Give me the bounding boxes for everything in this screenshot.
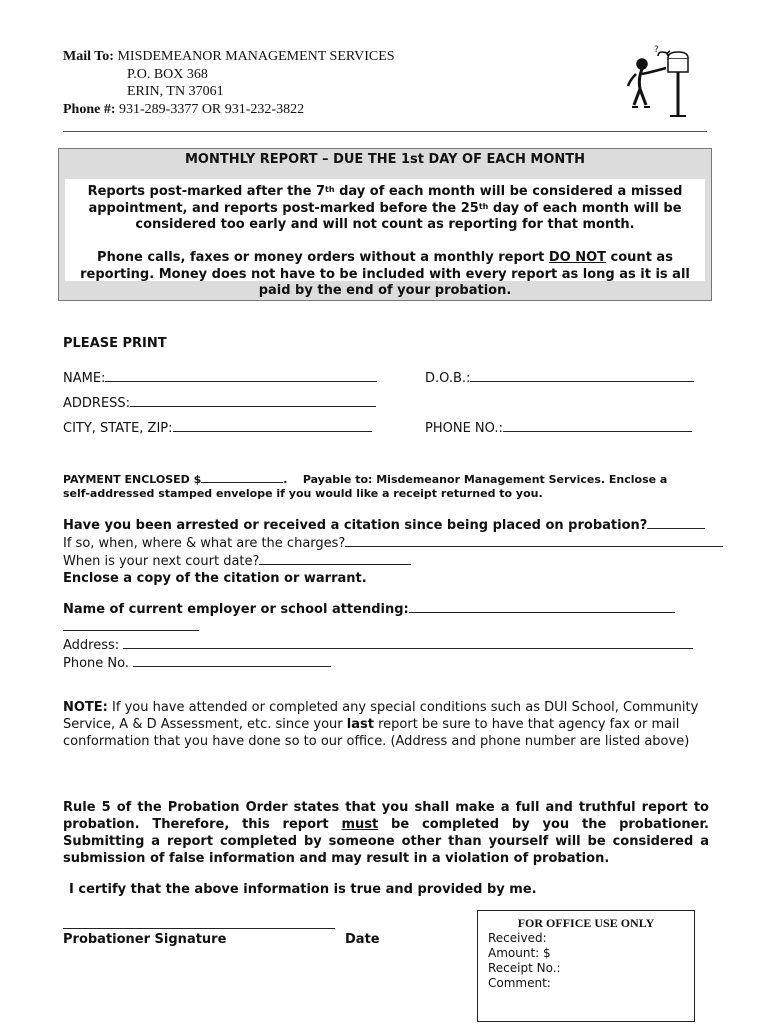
svg-text:?: ? [654, 45, 659, 55]
name-field[interactable]: NAME: [63, 369, 377, 386]
please-print-heading: PLEASE PRINT [63, 336, 167, 351]
date-label: Date [345, 932, 380, 947]
court-date-input[interactable] [259, 552, 411, 565]
charges-input[interactable] [345, 534, 723, 547]
mailing-header [63, 48, 395, 118]
dob-field[interactable]: D.O.B.: [425, 369, 694, 386]
city-state-zip-field[interactable]: CITY, STATE, ZIP: [63, 419, 372, 436]
po-box: P.O. BOX 368 [127, 66, 208, 82]
employer-section: Name of current employer or school attending: Address: Phone No. [63, 600, 753, 672]
office-use-box [477, 910, 695, 1022]
phone-field[interactable]: PHONE NO.: [425, 419, 692, 436]
employer-phone-input[interactable] [133, 654, 331, 667]
notice-title: MONTHLY REPORT – DUE THE 1st DAY OF EACH MONTH [184, 152, 586, 167]
signature-line[interactable] [63, 928, 335, 929]
office-use-title: FOR OFFICE USE ONLY [517, 916, 655, 930]
rule-5-paragraph: Rule 5 of the Probation Order states that you shall make a full and truthful report to probation. Therefore, this report must be completed by you the probationer. Submitting a report completed by someone other than yourself will be considered a submission of false information and may result in a violation of probation. [63, 800, 709, 866]
monthly-report-notice [58, 148, 712, 301]
mail-to-label: Mail To: [63, 49, 114, 64]
payment-amount-input[interactable] [201, 473, 283, 483]
header-divider [63, 131, 707, 132]
note-paragraph: NOTE: If you have attended or completed any special conditions such as DUI School, Community Service, A & D Assessment, etc. since your last report be sure to have that agency fax or mail conformation that you have done so to our office. (Address and phone number are listed above) [63, 700, 699, 749]
address-field[interactable]: ADDRESS: [63, 394, 376, 411]
office-comment: Comment: [488, 976, 551, 990]
org-name: MISDEMEANOR MANAGEMENT SERVICES [117, 49, 395, 64]
notice-paragraph-1: Reports post-marked after the 7th day of each month will be considered a missed appointment, and reports post-marked before the 25th day of each month will be considered too early and will not count as reporting for that month. [87, 184, 683, 232]
signature-label: Probationer Signature [63, 932, 227, 947]
phone-label: Phone #: [63, 101, 116, 117]
office-amount: Amount: $ [488, 946, 551, 960]
employer-input[interactable] [409, 600, 675, 613]
phone-numbers: 931-289-3377 OR 931-232-3822 [119, 101, 305, 117]
payment-section: PAYMENT ENCLOSED $ . Payable to: Misdemeanor Management Services. Enclose a self-addressed stamped envelope if you would like a receipt returned to you. [63, 473, 668, 500]
arrest-section: Have you been arrested or received a citation since being placed on probation? If so, when, where & what are the charges? When is your next court date? Enclose a copy of the citation or warrant. [63, 516, 753, 587]
notice-paragraph-2: Phone calls, faxes or money orders without a monthly report DO NOT count as reporting. Money does not have to be included with every report as long as it is all paid by the end of your probation. [80, 250, 690, 298]
employer-address-input[interactable] [123, 636, 693, 649]
mailbox-clipart-icon [618, 44, 698, 122]
office-received: Received: [488, 931, 547, 945]
city-state: ERIN, TN 37061 [127, 84, 224, 99]
office-receipt-no: Receipt No.: [488, 961, 561, 975]
certify-statement: I certify that the above information is true and provided by me. [69, 882, 537, 897]
arrested-answer-input[interactable] [647, 516, 705, 529]
